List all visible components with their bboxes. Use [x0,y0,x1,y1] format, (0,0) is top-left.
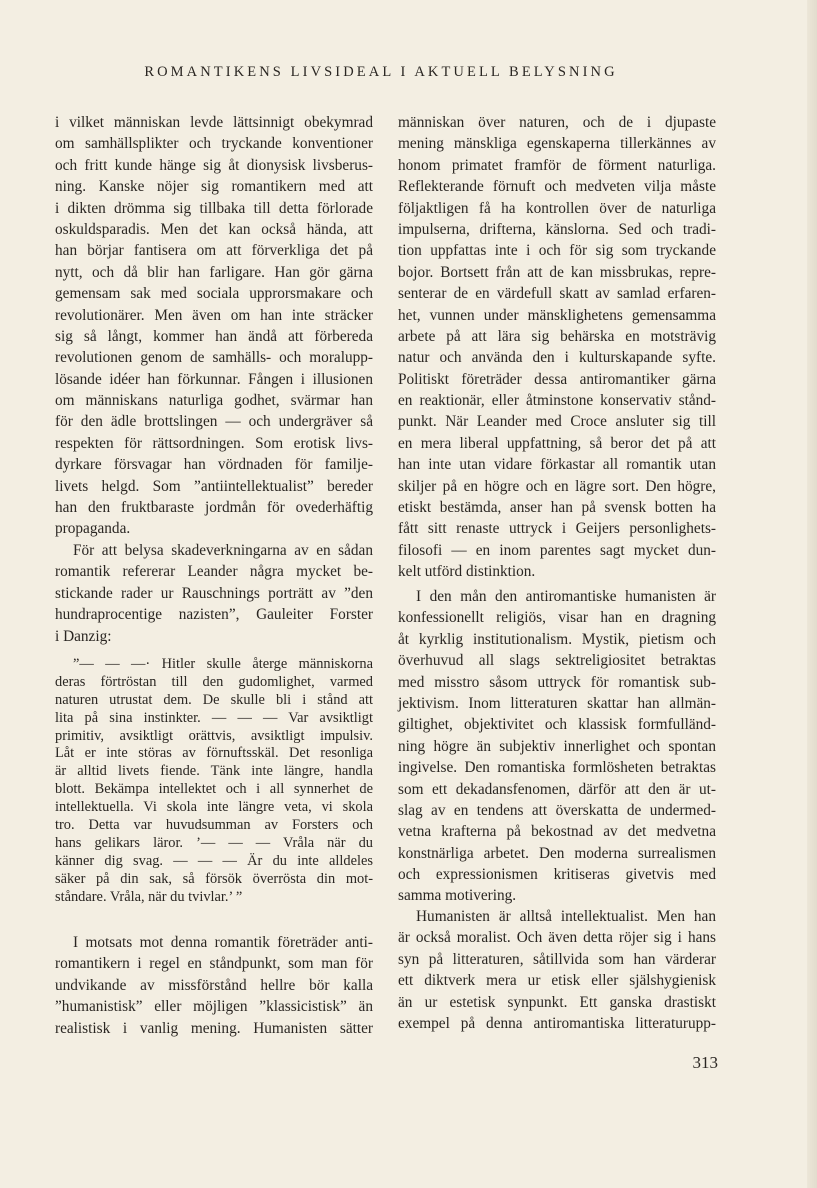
text-line: sig så långt, kommer han ändå att förbereda [55,327,373,345]
text-line: romantikern i regel en ståndpunkt, som man för [55,955,373,973]
text-line: om samhällsplikter och tryckande konventioner [55,135,373,153]
text-line: han den fruktbaraste jordmån för ovederhäftig [55,499,373,517]
text-line: I den mån den antiromantiske humanisten är [416,588,716,605]
text-line: Reflekterande förnuft och medveten vilja måste [398,178,716,196]
text-line: giltighet, objektivitet och klassisk formfulländ- [398,716,716,734]
page-edge [807,0,817,1188]
text-line: exempel på denna antiromantiska litteraturupp- [398,1014,716,1032]
text-line: filosofi — en inom parentes sagt mycket dun- [398,541,716,559]
text-line: följaktligen få ha kontrollen över de naturliga [398,199,716,217]
text-line: romantik refererar Leander några mycket be- [55,563,373,581]
text-line: samma motivering. [398,887,517,905]
paragraph [55,540,373,647]
text-line: och fritt kunde hänge sig åt dionysisk livsberus- [55,156,373,174]
text-line: ett diktverk mera ur etisk eller själshygienisk [398,972,716,990]
text-line: är också moralist. Och även detta röjer sig i hans [398,929,716,947]
text-line: etiskt bestämda, anser han på svensk botten ha [398,499,716,517]
text-line: ståndare. Vråla, när du tvivlar.’ ” [55,888,243,905]
text-line: bojor. Bortsett från att de kan missbrukas, repre- [398,263,716,281]
text-line: syn på litteraturen, såtillvida som han värderar [398,950,716,968]
text-line: het, vunnen under mänsklighetens gemensamma [398,306,716,324]
running-header: ROMANTIKENS LIVSIDEAL I AKTUELL BELYSNING [144,64,618,80]
text-line: respekten för rättsordningen. Som erotisk livs- [55,434,373,452]
text-line: fått sitt renaste uttryck i Geijers personlighets- [398,520,716,538]
paragraph [398,112,716,583]
text-line: ingivelse. Den romantiska formlösheten betraktas [398,759,716,777]
text-line: är alltid livets fiende. Tänk inte längre, handla [55,763,373,780]
text-line: överhuvud all slags sektreligiositet betraktas [398,652,716,670]
text-line: han börjar fantisera om att förverkliga det på [55,242,373,260]
text-line: slag av en tendens att överskatta de undermed- [398,801,716,819]
text-line: med misstro såsom uttryck för romantisk sub- [398,673,716,691]
text-line: gemensam sak med sociala upprorsmakare och [55,285,373,303]
text-line: nytt, och då blir han farligare. Han gör gärna [55,263,373,281]
text-line: konstnärliga arbetet. Den moderna surrealismen [398,844,716,862]
text-line: vetna krafterna på bekostnad av det medvetna [398,823,716,841]
text-line: deras förtröstan till den gudomlighet, varmed [55,673,373,690]
text-line: lita på sina instinkter. — — — Var avsiktligt [55,709,373,726]
text-line: stickande rader ur Rauschnings porträtt av ”den [55,584,373,602]
text-line: och expressionismen kritiseras givetvis med [398,866,716,884]
text-line: i dikten drömma sig tillbaka till detta förlorade [55,199,373,217]
text-line: revolutionärer. Men även om han inte sträcker [55,306,373,324]
text-line: senterar de en värdefull skatt av samlad erfaren- [398,285,716,303]
text-line: I motsats mot denna romantik företräder anti- [73,934,373,951]
text-line: honom primatet framför de förment naturliga. [398,156,716,174]
text-line: För att belysa skadeverkningarna av en sådan [73,542,373,559]
paragraph [55,112,373,540]
text-line: en reaktionär, eller åtminstone konservativ stånd- [398,392,716,410]
text-line: kelt utförd distinktion. [398,563,536,581]
text-line: intellektuella. Vi skola inte längre veta, vi skola [55,799,373,816]
text-line: undvikande av missförstånd hellre bör kalla [55,976,373,994]
text-line: känner dig svag. — — — Är du inte alldeles [55,852,373,869]
text-line: ning högre än subjektiv innerlighet och spontan [398,737,716,755]
text-line: konfessionellt religiös, visar han en dragning [398,609,716,627]
text-line: hundraprocentige nazisten”, Gauleiter Forster [55,606,373,624]
paragraph [55,932,373,1039]
text-line: ”humanistisk” eller möjligen ”klassicistisk” än [55,998,373,1016]
text-line: hans gelikars läror. ’— — — Vråla när du [55,834,373,851]
paragraph [398,586,716,907]
text-line: primitiv, avsiktligt orättvis, avsiktligt impulsiv. [55,727,373,744]
text-line: realistisk i vanlig mening. Humanisten sätter [55,1019,373,1037]
text-line: Politiskt företräder dessa antiromantiker gärna [398,370,716,388]
paragraph [398,906,716,1034]
text-line: ”— — —· Hitler skulle återge människorna [73,656,373,672]
text-line: tro. Detta var huvudsumman av Forsters och [55,817,373,834]
text-line: åt kyrklig institutionalism. Mystik, pietism och [398,630,716,648]
text-line: dyrkare försvagar han vördnaden för familje- [55,456,373,474]
text-line: i vilket människan levde lättsinnigt obekymrad [55,114,373,131]
text-line: för den ädle brottslingen — och undergräver så [55,413,373,431]
text-line: människan över naturen, och de i djupaste [398,114,716,131]
text-line: säker på din sak, så försök överrösta din mot- [55,870,373,887]
text-line: oskuldsparadis. Men det kan också hända, att [55,220,373,238]
text-line: Humanisten är alltså intellektualist. Men han [416,908,716,925]
text-line: än ur estetisk synpunkt. Ett ganska drastiskt [398,993,716,1011]
text-line: om människans naturliga godhet, svärmar han [55,392,373,410]
page-number: 313 [692,1053,718,1072]
text-line: Låt er inte störas av förnuftsskäl. Det resonliga [55,745,373,762]
text-line: arbete på att lära sig behärska en motsträvig [398,327,716,345]
text-line: som ett dekadansfenomen, därför att den är ut- [398,780,716,798]
text-line: revolutionen genom de samhälls- och moralupp- [55,349,373,367]
text-line: mening mänskliga egenskaperna tillerkännes av [398,135,716,153]
text-line: blott. Bekämpa intellektet och i all synnerhet de [55,781,373,798]
text-line: tion uppfattas inte i och för sig som tryckande [398,242,716,260]
text-line: han inte utan vidare förkastar all romantik utan [398,456,716,474]
text-line: ning. Kanske nöjer sig romantikern med att [55,178,373,196]
text-line: impulserna, drifterna, känslorna. Sed och tradi- [398,220,716,238]
text-line: natur och använda den i kulturskapande syfte. [398,349,716,367]
text-line: skiljer på en högre och en lägre sort. Den högre, [398,477,716,495]
text-line: punkt. När Leander med Croce ansluter sig till [398,413,716,431]
text-line: propaganda. [55,520,131,538]
text-line: jektivism. Inom litteraturen skattar han allmän- [398,694,716,712]
block-quote [55,656,373,906]
text-line: naturen utrustat dem. De skulle bli i stånd att [55,691,373,708]
text-line: lösande idéer han förkunnar. Fången i illusionen [55,370,373,388]
text-line: i Danzig: [55,627,112,645]
text-line: livets helgd. Som ”antiintellektualist” bereder [55,477,373,495]
text-line: en mera liberal uppfattning, så beror det på att [398,434,716,452]
